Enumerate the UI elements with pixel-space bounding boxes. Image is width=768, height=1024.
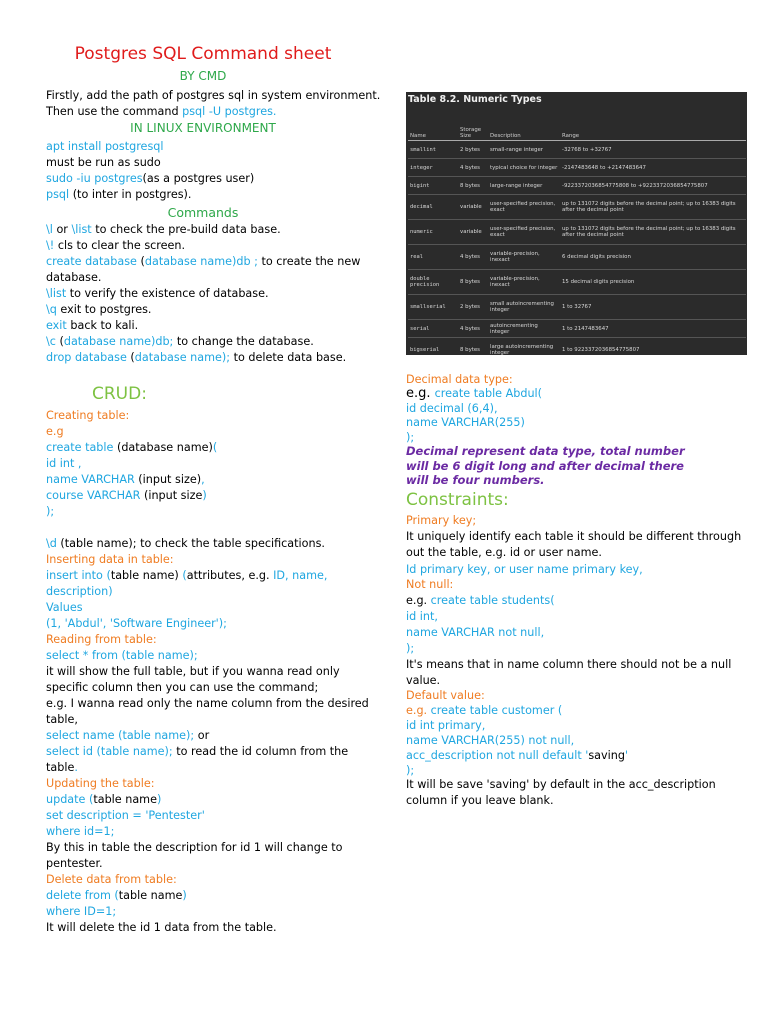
psql-command: psql -U postgres. [182, 105, 277, 118]
table-header-row [408, 116, 746, 141]
cmd-text: to delete data base. [233, 351, 347, 364]
default-value-text: saving [588, 749, 625, 762]
cmd-list: \list [71, 223, 92, 236]
delete-where-line: where ID=1; [46, 905, 117, 918]
table-cell: -2147483648 to +2147483647 [560, 159, 746, 177]
intro-line-2 [46, 104, 277, 119]
cmd-text: back to kali. [66, 319, 139, 332]
table-cell: 4 bytes [458, 159, 488, 177]
table-cell: smallserial [408, 295, 458, 320]
decimal-eg-line [406, 386, 542, 401]
delete-text: It will delete the id 1 data from the table. [46, 921, 277, 934]
decimal-note-1: Decimal represent data type, total number [406, 444, 685, 458]
create-table-close: ); [46, 505, 55, 518]
cmd-db-name-2: database name)db; [63, 335, 174, 348]
apt-command: apt install postgresql [46, 140, 164, 153]
table-row [408, 177, 746, 195]
table-cell: -9223372036854775808 to +9223372036854775807 [560, 177, 746, 195]
sql-text: to read the id column from the [172, 745, 349, 758]
eg-text: e.g. [406, 704, 431, 717]
table-header: Range [560, 116, 746, 141]
intro-line-1: Firstly, add the path of postgres sql in system environment. [46, 89, 381, 102]
table-cell: 8 bytes [458, 338, 488, 356]
cmd-text: ( [136, 255, 145, 268]
constraints-heading: Constraints: [406, 490, 509, 510]
select-id-line [46, 744, 348, 759]
where-line: where id=1; [46, 825, 115, 838]
pk-text-2: out the table, e.g. id or user name. [406, 546, 602, 559]
command-create-db-line-2: database. [46, 271, 102, 284]
cmd-text: to change the database. [173, 335, 314, 348]
kw-create-table-students: create table students( [430, 594, 555, 607]
cmd-q: \q [46, 303, 57, 316]
eg-text: e.g. [406, 594, 431, 607]
create-table-course [46, 488, 207, 503]
sql-quote: ' [624, 749, 629, 762]
table-cell: 8 bytes [458, 177, 488, 195]
cmd-text: to verify the existence of database. [66, 287, 269, 300]
command-change-db-line [46, 334, 314, 349]
table-row [408, 338, 746, 356]
kw-create-table-abdul: create table Abdul( [434, 387, 543, 400]
dv-id-line: id int primary, [406, 719, 486, 732]
table-cell: autoincrementing integer [488, 320, 560, 338]
sql-text: (database name) [113, 441, 213, 454]
insert-line-2: description) [46, 585, 113, 598]
kw-create-table: create table [46, 441, 114, 454]
decimal-close-line: ); [406, 431, 415, 444]
sql-period: . [74, 761, 78, 774]
kw-course-varchar: course VARCHAR [46, 489, 141, 502]
kw-name-varchar: name VARCHAR [46, 473, 135, 486]
pk-text-1: It uniquely identify each table it should be different through [406, 530, 742, 543]
cmd-text: exit to postgres. [56, 303, 152, 316]
cmd-db-name-3: database name [134, 351, 222, 364]
reading-heading: Reading from table: [46, 633, 157, 646]
table-cell: large autoincrementing integer [488, 338, 560, 356]
table-cell: variable-precision, inexact [488, 270, 560, 295]
numeric-types-table-image [406, 92, 747, 355]
numeric-types-table [408, 116, 746, 355]
kw-update: update ( [46, 793, 94, 806]
kw-select-id: select id (table name); [46, 745, 173, 758]
decimal-type-heading: Decimal data type: [406, 373, 513, 386]
table-cell: small autoincrementing integer [488, 295, 560, 320]
sql-text: or [194, 729, 210, 742]
inserting-heading: Inserting data in table: [46, 553, 174, 566]
psql-line [46, 187, 191, 202]
nn-text-1: It's means that in name column there should not be a null [406, 658, 732, 671]
table-cell: 2 bytes [458, 141, 488, 159]
command-create-db-line [46, 254, 360, 269]
table-cell: double precision [408, 270, 458, 295]
insert-line [46, 568, 327, 583]
cmd-text: cls to clear the screen. [54, 239, 186, 252]
dv-eg-line [406, 703, 562, 718]
dv-close-line: ); [406, 764, 415, 777]
deleting-heading: Delete data from table: [46, 873, 177, 886]
table-cell: 8 bytes [458, 270, 488, 295]
kw-delete-from: delete from ( [46, 889, 119, 902]
sql-text: attributes, e.g. [186, 569, 274, 582]
values-keyword: Values [46, 601, 83, 614]
eg-text: e.g. [406, 386, 435, 401]
table-cell: variable-precision, inexact [488, 245, 560, 270]
kw-create-table-customer: create table customer ( [430, 704, 563, 717]
sql-paren: ( [212, 441, 218, 454]
select-name-line [46, 728, 209, 743]
updating-heading: Updating the table: [46, 777, 155, 790]
command-verify-line [46, 286, 269, 301]
must-sudo-text: must be run as sudo [46, 156, 161, 169]
psql-command-2: psql [46, 188, 70, 201]
set-line: set description = 'Pentester' [46, 809, 205, 822]
cmd-text: to check the pre-build data base. [91, 223, 281, 236]
table-cell: user-specified precision, exact [488, 195, 560, 220]
table-cell: smallint [408, 141, 458, 159]
pk-example: Id primary key, or user name primary key, [406, 563, 643, 576]
table-cell: typical choice for integer [488, 159, 560, 177]
table-cell: serial [408, 320, 458, 338]
cmd-list-2: \list [46, 287, 67, 300]
table-row [408, 159, 746, 177]
table-header: Name [408, 116, 458, 141]
table-cell: up to 131072 digits before the decimal point; up to 16383 digits after the decimal point [560, 220, 746, 245]
author-line: BY CMD [179, 69, 227, 83]
command-exit-line [46, 318, 138, 333]
create-table-id: id int , [46, 457, 82, 470]
dv-name-line: name VARCHAR(255) not null, [406, 734, 575, 747]
read-text-3: e.g. I wanna read only the name column from the desired [46, 697, 369, 710]
table-cell: large-range integer [488, 177, 560, 195]
cmd-create-database: create database [46, 255, 137, 268]
sql-paren: ( [178, 569, 187, 582]
select-all-line: select * from (table name); [46, 649, 198, 662]
table-row [408, 270, 746, 295]
table-row [408, 295, 746, 320]
not-null-heading: Not null: [406, 578, 454, 591]
sql-comma: , [201, 473, 205, 486]
kw-select-name: select name (table name); [46, 729, 195, 742]
table-cell: decimal [408, 195, 458, 220]
table-cell: bigint [408, 177, 458, 195]
command-quit-line [46, 302, 151, 317]
read-text-4: table, [46, 713, 78, 726]
describe-line [46, 536, 325, 551]
decimal-name-line: name VARCHAR(255) [406, 416, 525, 429]
nn-name-line: name VARCHAR not null, [406, 626, 545, 639]
eg-label: e.g [46, 425, 64, 438]
table-cell: 1 to 2147483647 [560, 320, 746, 338]
sql-text: table name) [110, 569, 179, 582]
command-list-line [46, 222, 281, 237]
cmd-exit: exit [46, 319, 67, 332]
crud-heading: CRUD: [92, 384, 147, 404]
insert-columns: ID, name, [273, 569, 328, 582]
cmd-db-name: database name)db ; [144, 255, 258, 268]
table-cell: 1 to 9223372036854775807 [560, 338, 746, 356]
sql-text: (table name); to check the table specifications. [56, 537, 325, 550]
cmd-drop-database: drop database [46, 351, 127, 364]
table-cell: up to 131072 digits before the decimal point; up to 16383 digits after the decimal point [560, 195, 746, 220]
table-cell: real [408, 245, 458, 270]
table-cell: numeric [408, 220, 458, 245]
create-table-line [46, 440, 217, 455]
table-cell: 15 decimal digits precision [560, 270, 746, 295]
cmd-d: \d [46, 537, 57, 550]
nn-close-line: ); [406, 642, 415, 655]
sql-text: table name [93, 793, 157, 806]
dv-acc-line [406, 748, 628, 763]
sql-paren: ) [202, 489, 207, 502]
table-cell: 6 decimal digits precision [560, 245, 746, 270]
cmd-paren: ); [221, 351, 234, 364]
cmd-text: or [52, 223, 72, 236]
update-text-1: By this in table the description for id 1 will change to [46, 841, 343, 854]
update-line [46, 792, 161, 807]
cmd-bang: \! [46, 239, 55, 252]
create-table-name [46, 472, 205, 487]
read-text-2: specific column then you can use the command; [46, 681, 319, 694]
creating-table-heading: Creating table: [46, 409, 130, 422]
command-cls-line [46, 238, 185, 253]
commands-heading: Commands [167, 205, 239, 220]
sql-text: (input size) [134, 473, 202, 486]
table-row [408, 245, 746, 270]
dv-text-2: column if you leave blank. [406, 794, 554, 807]
table-header: Storage Size [458, 116, 488, 141]
command-drop-db-line [46, 350, 346, 365]
table-cell: user-specified precision, exact [488, 220, 560, 245]
table-title: Table 8.2. Numeric Types [408, 94, 542, 105]
cmd-text: ( [126, 351, 135, 364]
decimal-id-line: id decimal (6,4), [406, 402, 498, 415]
kw-insert-into: insert into [46, 569, 103, 582]
sql-paren: ) [156, 793, 162, 806]
default-value-heading: Default value: [406, 689, 485, 702]
nn-id-line: id int, [406, 610, 438, 623]
sql-text: table name [118, 889, 183, 902]
delete-line [46, 888, 187, 903]
table-cell: 4 bytes [458, 245, 488, 270]
sql-paren: ) [182, 889, 187, 902]
update-text-2: pentester. [46, 857, 103, 870]
sql-text: (input size [140, 489, 203, 502]
page-title: Postgres SQL Command sheet [74, 44, 332, 64]
table-row [408, 220, 746, 245]
select-id-line-2 [46, 760, 78, 775]
table-cell: bigserial [408, 338, 458, 356]
sudo-note: (as a postgres user) [142, 172, 255, 185]
decimal-note-2: will be 6 digit long and after decimal there [406, 459, 684, 473]
table-row [408, 195, 746, 220]
table-cell: -32768 to +32767 [560, 141, 746, 159]
nn-text-2: value. [406, 674, 441, 687]
cmd-l: \l [46, 223, 53, 236]
read-text-1: it will show the full table, but if you wanna read only [46, 665, 340, 678]
values-data: (1, 'Abdul', 'Software Engineer'); [46, 617, 227, 630]
sql-text: table [46, 761, 75, 774]
table-cell: integer [408, 159, 458, 177]
cmd-text: ( [55, 335, 64, 348]
table-cell: 4 bytes [458, 320, 488, 338]
table-header: Description [488, 116, 560, 141]
table-cell: variable [458, 220, 488, 245]
intro-text: Then use the command [46, 105, 183, 118]
table-row [408, 141, 746, 159]
dv-text-1: It will be save 'saving' by default in the acc_description [406, 778, 716, 791]
table-cell: 2 bytes [458, 295, 488, 320]
table-row [408, 320, 746, 338]
kw-acc-description: acc_description not null default ' [406, 749, 589, 762]
sudo-command: sudo -iu postgres [46, 172, 143, 185]
sudo-line [46, 171, 254, 186]
sql-paren: ( [102, 569, 111, 582]
primary-key-heading: Primary key; [406, 514, 477, 527]
table-cell: variable [458, 195, 488, 220]
table-cell: 1 to 32767 [560, 295, 746, 320]
table-cell: small-range integer [488, 141, 560, 159]
cmd-c: \c [46, 335, 56, 348]
cmd-text: to create the new [257, 255, 361, 268]
nn-eg-line [406, 593, 555, 608]
psql-note: (to inter in postgres). [69, 188, 192, 201]
decimal-note-3: will be four numbers. [406, 473, 545, 487]
linux-heading: IN LINUX ENVIRONMENT [130, 121, 276, 135]
